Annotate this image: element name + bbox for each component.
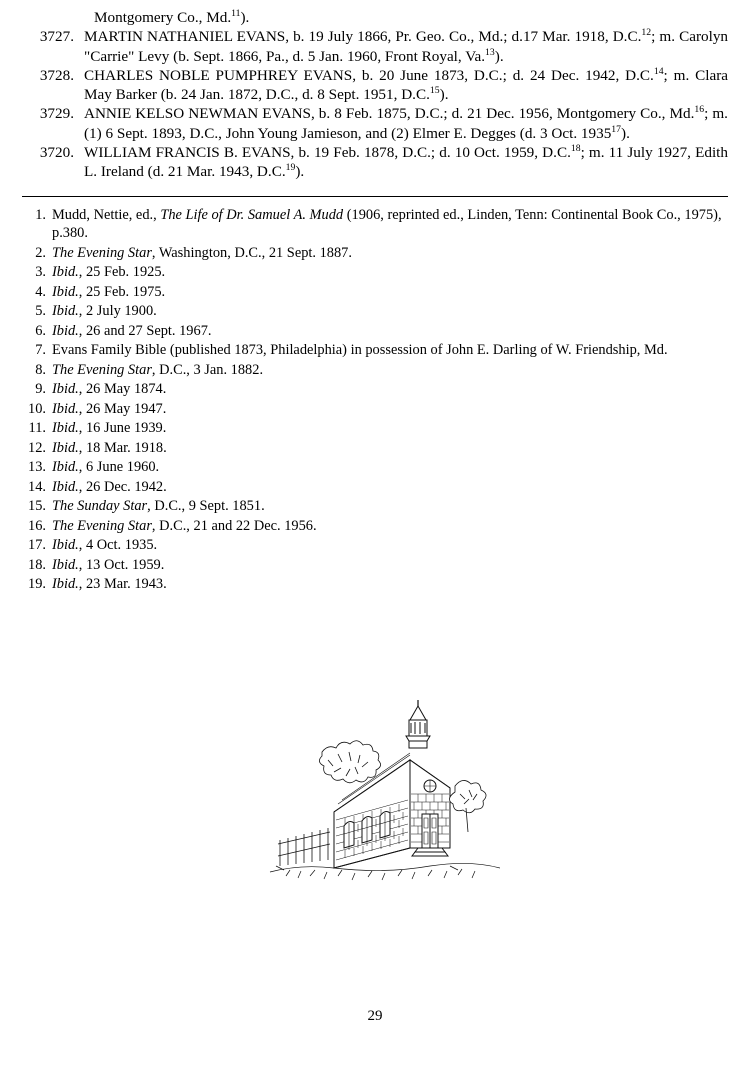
footnote-number: 4. bbox=[35, 283, 46, 300]
footnote-item bbox=[22, 322, 728, 341]
entry-text: CHARLES NOBLE PUMPHREY EVANS, b. 20 June 1873, D.C.; d. 24 Dec. 1942, D.C.$^{14}$; m. Clara May Barker (b. 24 Jan. 1872, D.C., d. 8 Sept. 1951, D.C.$^{15}$). bbox=[84, 65, 728, 104]
footnote-number: 3. bbox=[35, 264, 46, 281]
footnote-number: 18. bbox=[28, 556, 46, 573]
footnote-number: 9. bbox=[35, 381, 46, 398]
footnote-number: 14. bbox=[28, 478, 46, 495]
footnote-item bbox=[22, 419, 728, 438]
footnote-text: The Sunday Star, D.C., 9 Sept. 1851. bbox=[52, 498, 265, 515]
footnote-item bbox=[22, 341, 728, 360]
footnote-item bbox=[22, 263, 728, 282]
entry-number: 3728. bbox=[39, 66, 74, 84]
genealogy-entry bbox=[22, 104, 728, 143]
footnote-item bbox=[22, 283, 728, 302]
footnote-number: 12. bbox=[28, 439, 46, 456]
footnote-item bbox=[22, 458, 728, 477]
footnote-text: Ibid., 4 Oct. 1935. bbox=[52, 537, 158, 554]
footnote-item bbox=[22, 478, 728, 497]
footnote-number: 6. bbox=[35, 322, 46, 339]
footnote-text: The Evening Star, Washington, D.C., 21 Sept. 1887. bbox=[52, 244, 352, 261]
footnote-item bbox=[22, 536, 728, 555]
continued-text bbox=[94, 8, 728, 27]
footnote-text: The Evening Star, D.C., 21 and 22 Dec. 1956. bbox=[52, 517, 317, 534]
footnote-item bbox=[22, 497, 728, 516]
footnote-ref: 11 bbox=[231, 7, 241, 19]
footnote-number: 13. bbox=[28, 459, 46, 476]
footnote-text: Mudd, Nettie, ed., The Life of Dr. Samuel A. Mudd (1906, reprinted ed., Linden, Tenn: Continental Book Co., 1975), p.380. bbox=[52, 206, 722, 242]
footnote-number: 1. bbox=[35, 206, 46, 223]
entry-text: MARTIN NATHANIEL EVANS, b. 19 July 1866, Pr. Geo. Co., Md.; d.17 Mar. 1918, D.C.$^{12}$; m. Carolyn "Carrie" Levy (b. Sept. 1866, Pa., d. 5 Jan. 1960, Front Royal, Va.$^{13}$). bbox=[84, 27, 729, 65]
footnote-number: 15. bbox=[28, 498, 46, 515]
footnote-text: Ibid., 2 July 1900. bbox=[52, 303, 157, 320]
illustration-container bbox=[0, 690, 750, 890]
footnote-item bbox=[22, 439, 728, 458]
church-building-illustration bbox=[250, 690, 500, 890]
footnote-number: 7. bbox=[35, 342, 46, 359]
footnote-text: Ibid., 13 Oct. 1959. bbox=[52, 556, 165, 573]
footnote-number: 19. bbox=[28, 576, 46, 593]
footnote-item bbox=[22, 517, 728, 536]
footnote-item bbox=[22, 380, 728, 399]
entry-number: 3729. bbox=[39, 105, 74, 123]
continued-text-main: Montgomery Co., Md. bbox=[94, 9, 232, 26]
entry-number: 3720. bbox=[39, 144, 74, 162]
footnote-number: 11. bbox=[28, 420, 46, 437]
footnote-number: 8. bbox=[35, 361, 46, 378]
continued-text-tail: ). bbox=[240, 9, 250, 26]
footnote-text: Ibid., 25 Feb. 1925. bbox=[52, 264, 166, 281]
footnote-number: 17. bbox=[28, 537, 46, 554]
page-number: 29 bbox=[367, 1008, 383, 1024]
footnote-item bbox=[22, 556, 728, 575]
footnote-text: Ibid., 6 June 1960. bbox=[52, 459, 160, 476]
entry-number: 3727. bbox=[39, 28, 74, 46]
footnote-text: The Evening Star, D.C., 3 Jan. 1882. bbox=[52, 361, 264, 378]
genealogy-entry bbox=[22, 27, 728, 66]
footnote-item bbox=[22, 206, 728, 243]
footnote-item bbox=[22, 575, 728, 594]
footnote-number: 10. bbox=[28, 400, 46, 417]
footnote-text: Ibid., 18 Mar. 1918. bbox=[52, 439, 167, 456]
footnote-separator bbox=[22, 196, 728, 197]
footnote-text: Ibid., 25 Feb. 1975. bbox=[52, 283, 166, 300]
footnote-text: Ibid., 26 May 1874. bbox=[52, 381, 167, 398]
genealogy-entry bbox=[22, 66, 728, 105]
footnote-text: Evans Family Bible (published 1873, Philadelphia) in possession of John E. Darling of W. Friendship, Md. bbox=[52, 342, 668, 359]
footnote-text: Ibid., 26 Dec. 1942. bbox=[52, 478, 167, 495]
genealogy-entry bbox=[22, 143, 728, 182]
footnote-text: Ibid., 23 Mar. 1943. bbox=[52, 576, 167, 593]
footnote-text: Ibid., 26 May 1947. bbox=[52, 400, 167, 417]
footnote-text: Ibid., 26 and 27 Sept. 1967. bbox=[52, 322, 212, 339]
entry-text: WILLIAM FRANCIS B. EVANS, b. 19 Feb. 1878, D.C.; d. 10 Oct. 1959, D.C.$^{18}$; m. 11 July 1927, Edith L. Ireland (d. 21 Mar. 1943, D.C.$^{19}$). bbox=[84, 143, 728, 181]
footnote-item bbox=[22, 361, 728, 380]
footnote-number: 5. bbox=[35, 303, 46, 320]
entry-text: ANNIE KELSO NEWMAN EVANS, b. 8 Feb. 1875, D.C.; d. 21 Dec. 1956, Montgomery Co., Md.$^{16}$; m. (1) 6 Sept. 1893, D.C., John Young Jamieson, and (2) Elmer E. Degges (d. 3 Oct. 1935$^{17}$). bbox=[84, 104, 728, 142]
footnote-text: Ibid., 16 June 1939. bbox=[52, 420, 167, 437]
footnote-list bbox=[22, 206, 728, 594]
footnote-number: 16. bbox=[28, 517, 46, 534]
footnote-item bbox=[22, 244, 728, 263]
genealogy-entry-list bbox=[22, 27, 728, 181]
footnote-item bbox=[22, 400, 728, 419]
footnote-number: 2. bbox=[35, 244, 46, 261]
footnote-item bbox=[22, 302, 728, 321]
